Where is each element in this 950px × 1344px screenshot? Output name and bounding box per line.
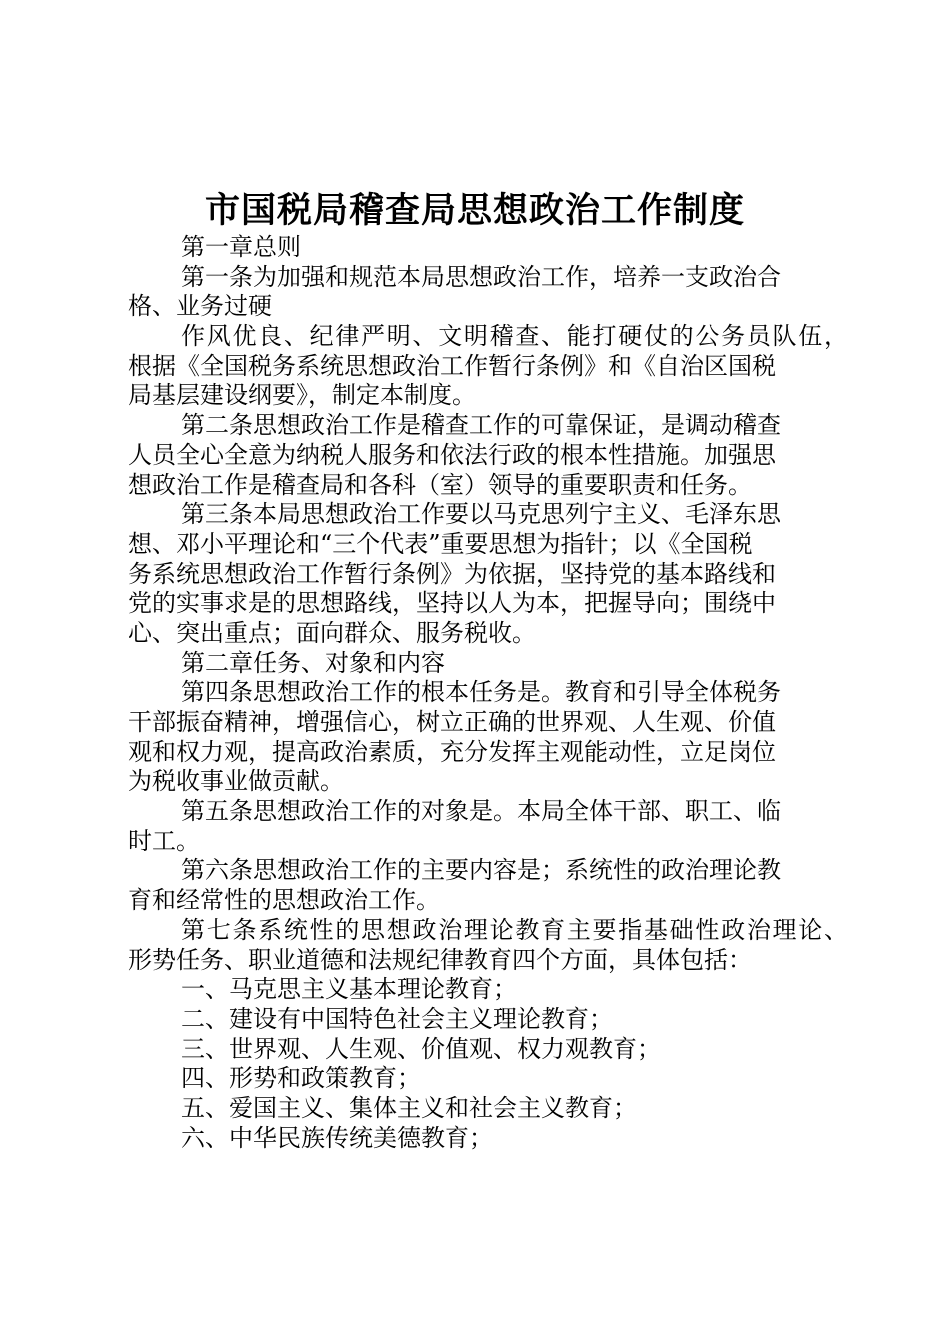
document-line: 根据《全国税务系统思想政治工作暂行条例》和《自治区国税 [128, 351, 776, 380]
document-line: 第一条为加强和规范本局思想政治工作，培养一支政治合 [181, 262, 781, 291]
document-line: 第一章总则 [181, 233, 301, 261]
document-line: 第五条思想政治工作的对象是。本局全体干部、职工、临 [181, 797, 781, 826]
document-line: 第二章任务、对象和内容 [181, 648, 445, 677]
document-line: 一、马克思主义基本理论教育； [181, 975, 517, 1004]
document-line: 干部振奋精神，增强信心，树立正确的世界观、人生观、价值 [128, 708, 776, 736]
document-line: 心、突出重点；面向群众、服务税收。 [128, 618, 536, 647]
document-line: 想政治工作是稽查局和各科（室）领导的重要职责和任务。 [128, 470, 752, 499]
document-line: 想、邓小平理论和“三个代表”重要思想为指针；以《全国税 [128, 529, 753, 558]
document-line: 第四条思想政治工作的根本任务是。教育和引导全体税务 [181, 678, 781, 707]
document-line: 六、中华民族传统美德教育； [181, 1123, 493, 1152]
document-line: 形势任务、职业道德和法规纪律教育四个方面，具体包括： [128, 945, 752, 974]
document-line: 五、爱国主义、集体主义和社会主义教育； [181, 1093, 637, 1122]
document-line: 第二条思想政治工作是稽查工作的可靠保证，是调动稽查 [181, 411, 781, 440]
document-line: 育和经常性的思想政治工作。 [128, 886, 440, 915]
document-line: 党的实事求是的思想路线，坚持以人为本，把握导向；围绕中 [128, 589, 776, 618]
document-line: 为税收事业做贡献。 [128, 767, 344, 796]
document-line: 格、业务过硬 [128, 292, 272, 321]
document-title: 市国税局稽查局思想政治工作制度 [204, 190, 745, 231]
document-line: 第三条本局思想政治工作要以马克思列宁主义、毛泽东思 [181, 500, 781, 529]
document-line: 人员全心全意为纳税人服务和依法行政的根本性措施。加强思 [128, 440, 776, 469]
document-line: 局基层建设纲要》，制定本制度。 [128, 381, 476, 410]
document-line: 观和权力观，提高政治素质，充分发挥主观能动性，立足岗位 [128, 737, 776, 766]
document-line: 第七条系统性的思想政治理论教育主要指基础性政治理论、 [181, 915, 850, 944]
document-line: 三、世界观、人生观、价值观、权力观教育； [181, 1034, 661, 1063]
document-line: 时工。 [128, 826, 200, 855]
document-line: 四、形势和政策教育； [181, 1064, 421, 1093]
document-line: 第六条思想政治工作的主要内容是；系统性的政治理论教 [181, 856, 781, 885]
document-line: 务系统思想政治工作暂行条例》为依据，坚持党的基本路线和 [128, 559, 776, 588]
document-body [128, 233, 848, 1153]
document-line: 二、建设有中国特色社会主义理论教育； [181, 1004, 613, 1033]
document-line: 作风优良、纪律严明、文明稽查、能打硬仗的公务员队伍， [181, 322, 850, 351]
